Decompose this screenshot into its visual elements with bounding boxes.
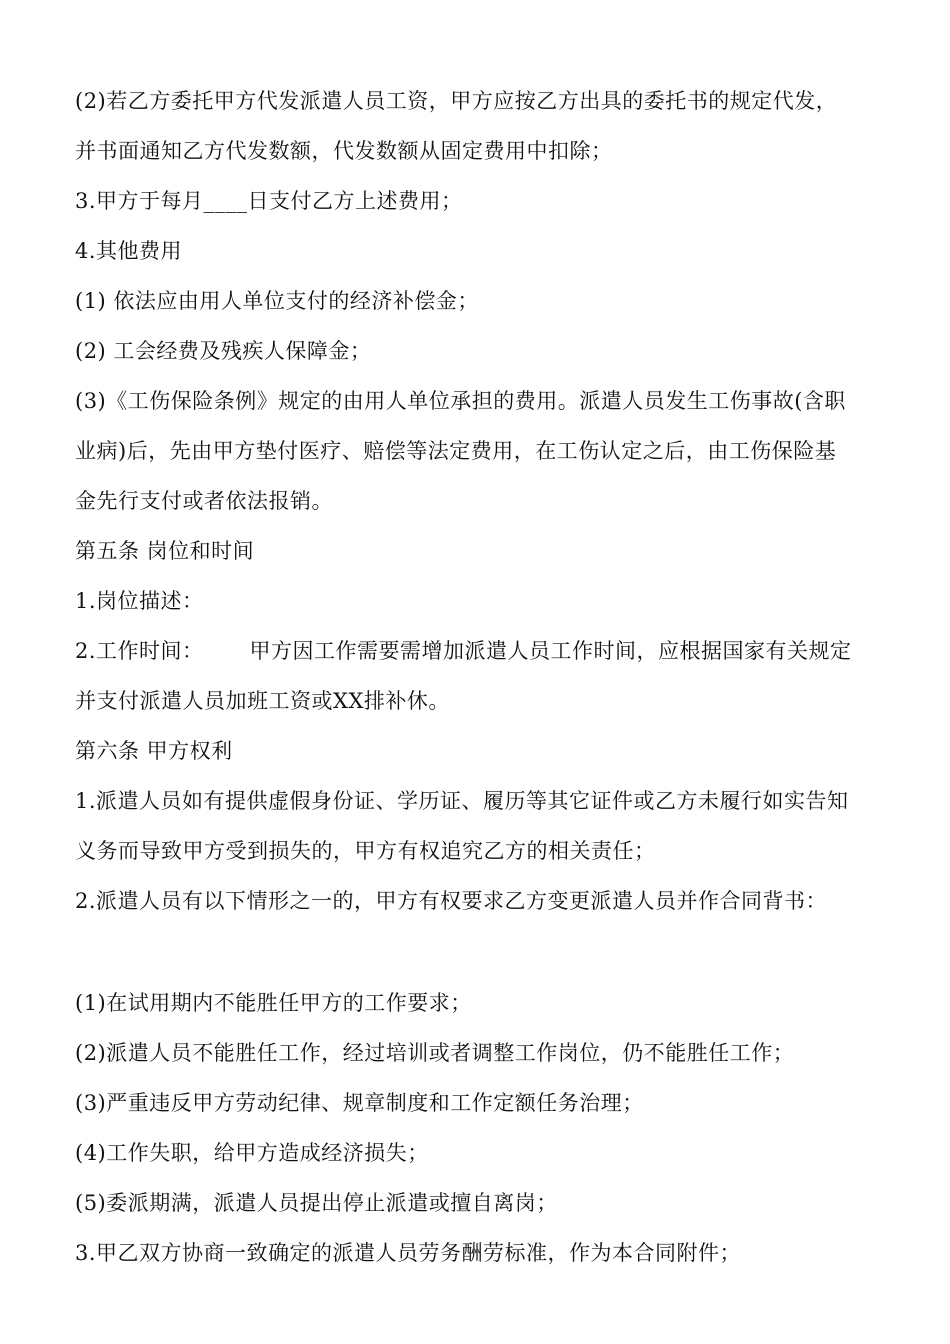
list-item: 1.岗位描述：: [75, 589, 204, 613]
article-heading: 第五条 岗位和时间: [75, 539, 255, 563]
work-time-text: 甲方因工作需要需增加派遣人员工作时间，应根据国家有关规定: [249, 639, 852, 663]
sub-item: (2)派遣人员不能胜任工作，经过培训或者调整工作岗位，仍不能胜任工作；: [75, 1041, 795, 1065]
list-item: (2) 工会经费及残疾人保障金；: [75, 339, 372, 363]
list-item: 2.派遣人员有以下情形之一的，甲方有权要求乙方变更派遣人员并作合同背书：: [75, 889, 828, 913]
list-item: 1.派遣人员如有提供虚假身份证、学历证、履历等其它证件或乙方未履行如实告知: [75, 789, 849, 813]
article-heading: 第六条 甲方权利: [75, 739, 233, 763]
paragraph-line: 3.甲方于每月____日支付乙方上述费用；: [75, 189, 463, 213]
section-heading: 4.其他费用: [75, 239, 183, 263]
sub-item: (4)工作失职，给甲方造成经济损失；: [75, 1141, 429, 1165]
work-time-label: 2.工作时间：: [75, 639, 204, 663]
list-item: 3.甲乙双方协商一致确定的派遣人员劳务酬劳标准，作为本合同附件；: [75, 1241, 742, 1265]
paragraph-line: 金先行支付或者依法报销。: [75, 489, 333, 513]
paragraph-line: 业病)后，先由甲方垫付医疗、赔偿等法定费用，在工伤认定之后，由工伤保险基: [75, 439, 837, 463]
list-item: (1) 依法应由用人单位支付的经济补偿金；: [75, 289, 479, 313]
paragraph-line: (2)若乙方委托甲方代发派遣人员工资，甲方应按乙方出具的委托书的规定代发，: [75, 89, 838, 113]
paragraph-line: 并书面通知乙方代发数额，代发数额从固定费用中扣除；: [75, 139, 613, 163]
list-item: [75, 626, 884, 676]
paragraph-line: 并支付派遣人员加班工资或XX排补休。: [75, 689, 450, 713]
sub-item: (5)委派期满，派遣人员提出停止派遣或擅自离岗；: [75, 1191, 558, 1215]
paragraph-line: 义务而导致甲方受到损失的，甲方有权追究乙方的相关责任；: [75, 839, 656, 863]
sub-item: (3)严重违反甲方劳动纪律、规章制度和工作定额任务治理；: [75, 1091, 644, 1115]
sub-item: (1)在试用期内不能胜任甲方的工作要求；: [75, 991, 472, 1015]
list-item: (3)《工伤保险条例》规定的由用人单位承担的费用。派遣人员发生工伤事故(含职: [75, 389, 846, 413]
